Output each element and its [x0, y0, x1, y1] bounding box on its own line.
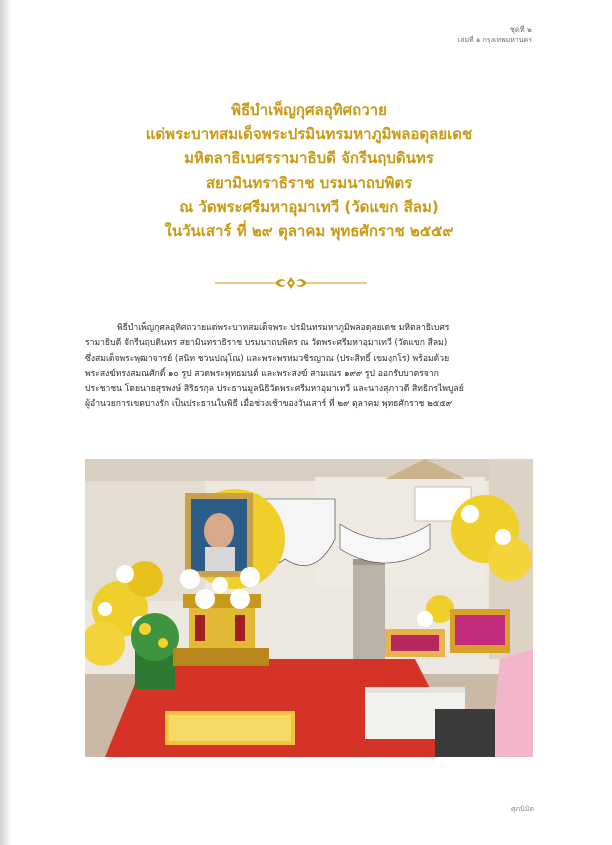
title-line: พิธีบำเพ็ญกุศลอุทิศถวาย	[231, 101, 387, 119]
header-book: เล่มที่ ๑ กรุงเทพมหานคร	[457, 36, 532, 44]
header-volume: ชุดที่ ๒	[509, 25, 532, 34]
ceremony-photo	[85, 459, 533, 757]
page-spine-shadow	[0, 0, 12, 845]
body-line: พิธีบำเพ็ญกุศลอุทิศถวายแด่พระบาทสมเด็จพระ ปรมินทรมหาภูมิพลอดุลยเดช มหิตลาธิเบศร	[117, 323, 450, 333]
running-header	[458, 24, 532, 45]
title-line: มหิตลาธิเบศรรามาธิบดี จักรีนฤบดินทร	[184, 149, 434, 168]
ceremony-title	[70, 98, 548, 243]
body-line: รามาธิบดี จักรีนฤบดินทร สยามินทราธิราช บรมนาถบพิตร ณ วัดพระศรีมหาอุมาเทวี (วัดแขก สีลม)	[85, 338, 448, 349]
title-line: ในวันเสาร์ ที่ ๒๙ ตุลาคม พุทธศักราช ๒๕๕๙	[164, 222, 454, 241]
body-paragraph	[85, 321, 533, 413]
body-line: พระสงฆ์ทรงสมณศักดิ์ ๑๐ รูป สวดพระพุทธมนต์ และพระสงฆ์ สามเณร ๑๙๙ รูป ออกรับบาตรจาก	[85, 368, 439, 379]
title-line: ณ วัดพระศรีมหาอุมาเทวี (วัดแขก สีลม)	[179, 197, 439, 216]
page-footer-label: ศุภนิมิต	[510, 805, 534, 813]
gold-divider-ornament-icon	[213, 276, 369, 290]
title-line: สยามินทราธิราช บรมนาถบพิตร	[205, 173, 413, 192]
body-line: ประชาชน โดยนายสุรพงษ์ สิริธรกุล ประธานมูลนิธิวัดพระศรีมหาอุมาเทวี และนางสุภาวดี สิทธิกรไพบูลย์	[85, 384, 464, 395]
body-line: ผู้อำนวยการเขตบางรัก เป็นประธานในพิธี เมื่อช่วงเช้าของวันเสาร์ ที่ ๒๙ ตุลาคม พุทธศักราช ๒๕๕๙	[85, 399, 453, 410]
body-line: ซึ่งสมเด็จพระพุฒาจารย์ (สนิท ชวนปณฺโณ) และพระพรหมวชิรญาณ (ประสิทธิ์ เขมงฺกโร) พร้อมด้วย	[85, 353, 450, 364]
title-line: แด่พระบาทสมเด็จพระปรมินทรมหาภูมิพลอดุลยเดช	[145, 125, 473, 144]
ceremony-photo-illustration	[85, 459, 533, 757]
